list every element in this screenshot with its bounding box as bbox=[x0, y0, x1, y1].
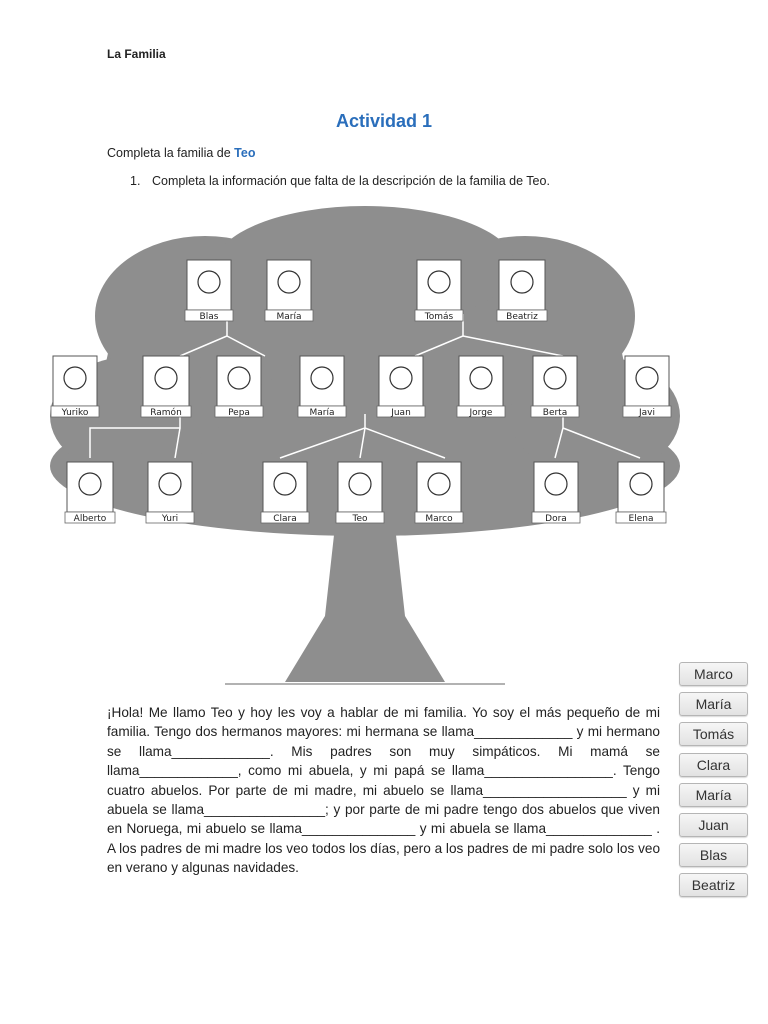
label-child: Dora bbox=[545, 514, 567, 524]
word-chip[interactable]: Marco bbox=[679, 662, 748, 686]
label-parent: Javi bbox=[639, 408, 655, 418]
label-grandparent: Beatriz bbox=[506, 312, 538, 322]
subtitle-name: Teo bbox=[234, 146, 256, 160]
label-parent: Juan bbox=[391, 408, 411, 418]
label-parent: Yuriko bbox=[61, 408, 89, 418]
label-parent: Jorge bbox=[469, 408, 493, 418]
label-grandparent: Tomás bbox=[424, 312, 454, 322]
instruction bbox=[130, 174, 550, 188]
word-chip[interactable]: María bbox=[679, 692, 748, 716]
label-parent: Berta bbox=[542, 408, 568, 418]
activity-subtitle bbox=[107, 146, 255, 160]
activity-title: Actividad 1 bbox=[335, 111, 433, 131]
word-chip[interactable]: Beatriz bbox=[679, 873, 748, 897]
label-child: Alberto bbox=[73, 514, 107, 524]
label-grandparent: Blas bbox=[199, 312, 219, 322]
label-child: Elena bbox=[628, 514, 654, 524]
label-grandparent: María bbox=[276, 312, 302, 322]
label-child: Teo bbox=[352, 514, 368, 524]
family-tree-image bbox=[45, 196, 685, 688]
family-description-passage: ¡Hola! Me llamo Teo y hoy les voy a hablar de mi familia. Yo soy el más pequeño de mi familia. Tengo dos hermanos mayores: mi hermana se llama_____________ y mi hermano se llama_____________. Mis padres son muy simpáticos. Mi mamá se llama_____________, como mi abuela, y mi papá se llama_________________. Tengo cuatro abuelos. Por parte de mi madre, mi abuelo se llama___________________ y mi abuela se llama________________; y por parte de mi padre tengo dos abuelos que viven en Noruega, mi abuelo se llama_______________ y mi abuela se llama______________ . A los padres de mi madre los veo todos los días, pero a los padres de mi padre solo los veo en verano y algunas navidades. bbox=[107, 705, 660, 876]
subtitle-prefix: Completa la familia de bbox=[107, 146, 235, 160]
instruction-text: Completa la información que falta de la descripción de la familia de Teo. bbox=[152, 174, 550, 188]
label-parent: Pepa bbox=[228, 408, 250, 418]
document-header: La Familia bbox=[107, 47, 166, 61]
word-chip[interactable]: Blas bbox=[679, 843, 748, 867]
word-chip[interactable]: Juan bbox=[679, 813, 748, 837]
instruction-number: 1. bbox=[130, 174, 141, 188]
tree-foliage bbox=[50, 206, 680, 682]
word-chip[interactable]: Clara bbox=[679, 753, 748, 777]
label-child: Yuri bbox=[161, 514, 179, 524]
label-parent: Ramón bbox=[150, 408, 182, 418]
label-child: Clara bbox=[273, 514, 297, 524]
label-parent: María bbox=[309, 408, 335, 418]
word-bank bbox=[679, 662, 748, 904]
word-chip[interactable]: María bbox=[679, 783, 748, 807]
word-chip[interactable]: Tomás bbox=[679, 722, 748, 746]
label-child: Marco bbox=[425, 514, 453, 524]
